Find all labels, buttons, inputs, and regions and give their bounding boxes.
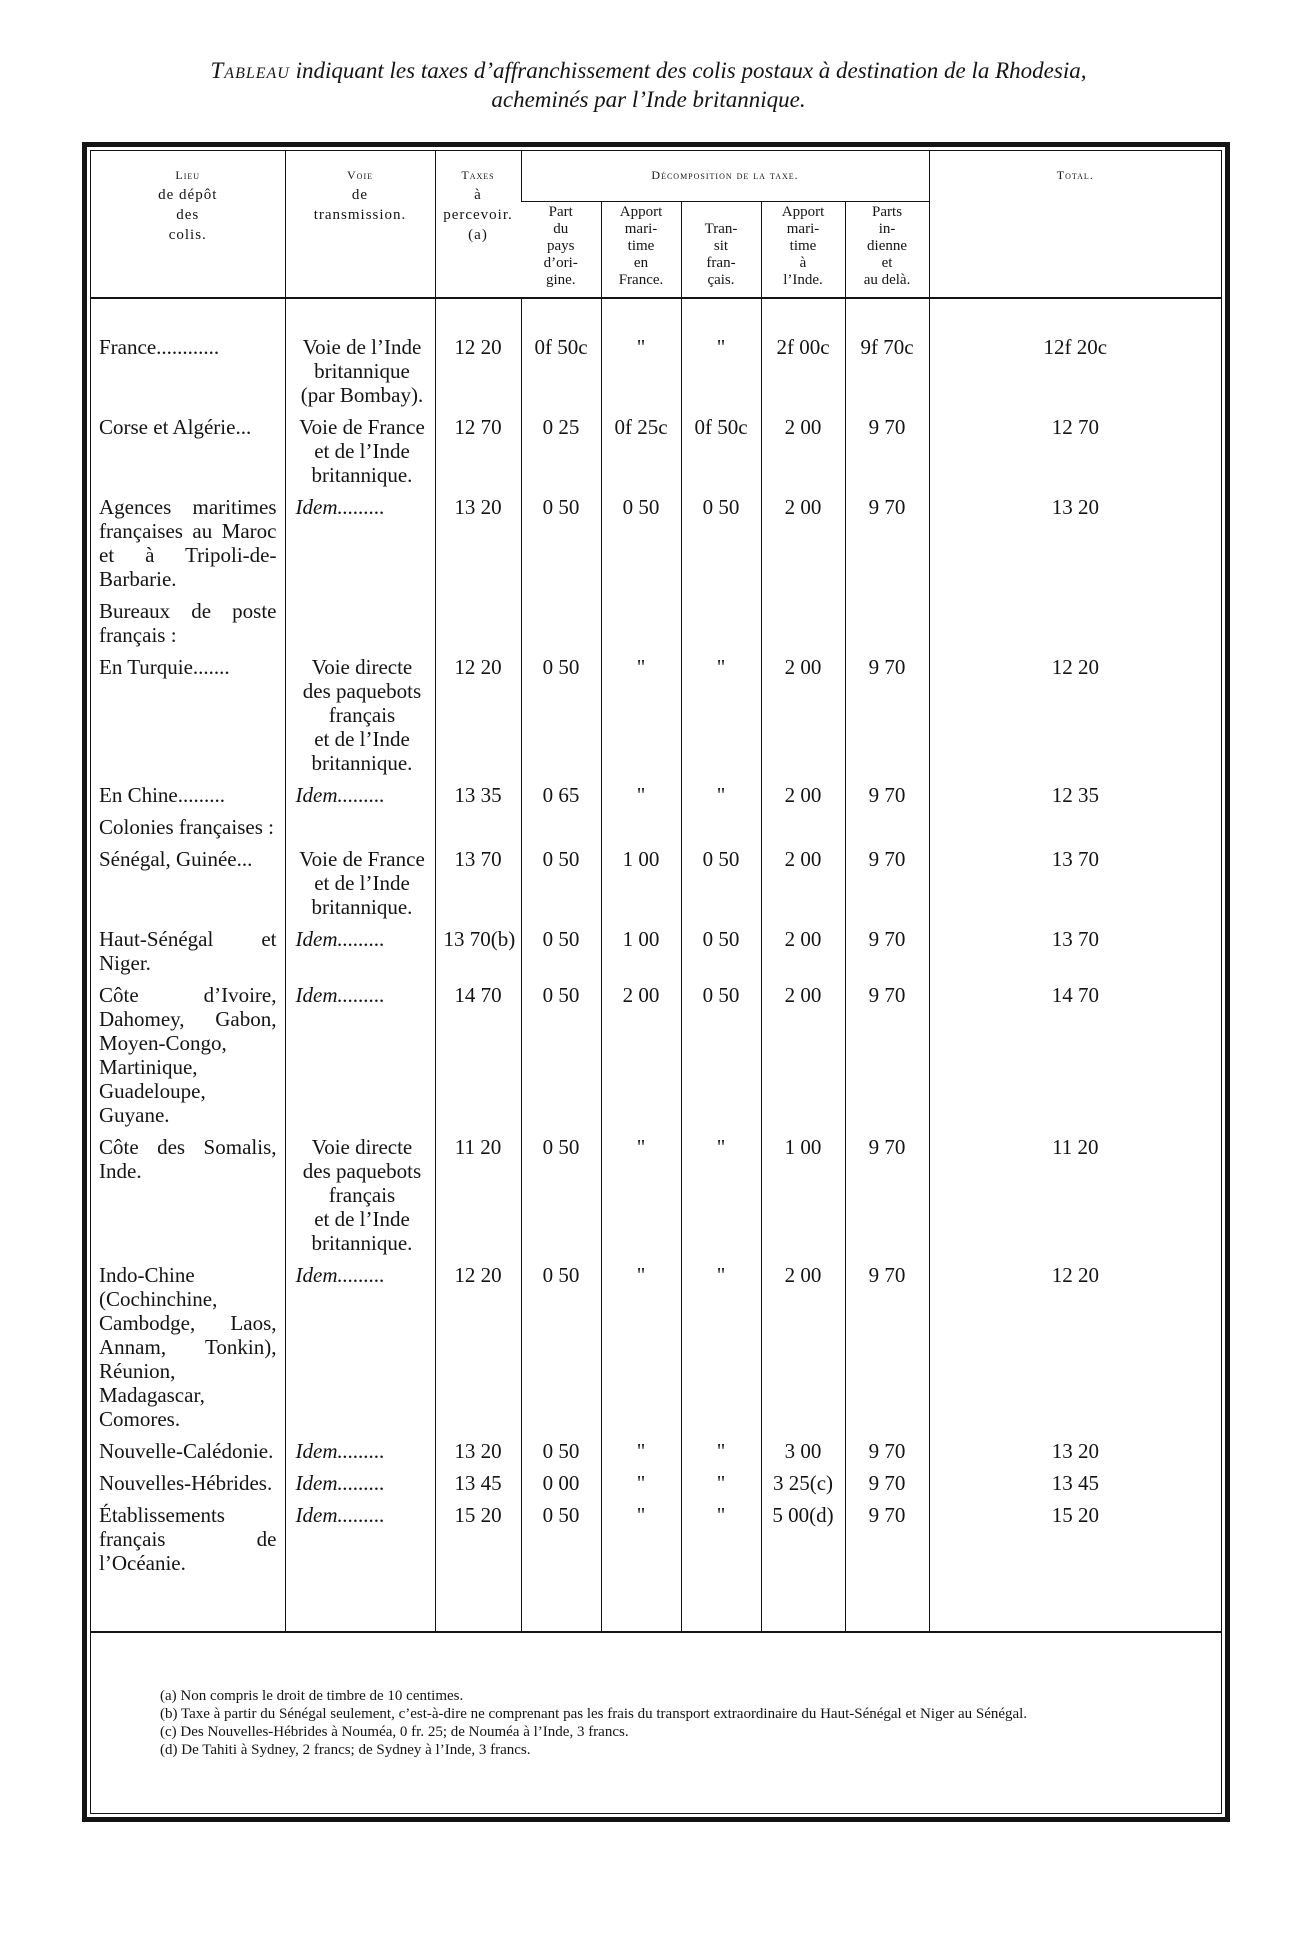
spacer-cell — [929, 1579, 1221, 1631]
cell-apport-france: 1 00 — [601, 923, 681, 979]
cell-apport-inde: 2 00 — [761, 411, 845, 491]
cell-taxes: 13 70 — [435, 843, 521, 923]
cell-lieu: Nouvelles-Hébrides. — [99, 1471, 273, 1495]
cell-apport-inde: 2f 00c — [761, 298, 845, 411]
cell-apport-inde: 1 00 — [761, 1131, 845, 1259]
voie-line: (par Bombay). — [300, 383, 424, 407]
cell-voie — [285, 923, 435, 979]
cell-total: 13 20 — [929, 1435, 1221, 1467]
cell-taxes — [435, 595, 521, 651]
cell-taxes: 13 70(b) — [435, 923, 521, 979]
cell-apport-france: " — [601, 1435, 681, 1467]
cell-transit: " — [681, 1259, 761, 1435]
table-row — [91, 1435, 1221, 1467]
header-apport-inde: Apport mari- time à l’Inde. — [761, 202, 845, 299]
cell-total: 13 70 — [929, 923, 1221, 979]
cell-part-pays: 0 50 — [521, 1499, 601, 1579]
cell-total: 12f 20c — [929, 298, 1221, 411]
cell-part-pays — [521, 811, 601, 843]
cell-transit: " — [681, 298, 761, 411]
cell-parts-indienne: 9f 70c — [845, 298, 929, 411]
cell-voie — [285, 979, 435, 1131]
cell-apport-inde: 2 00 — [761, 843, 845, 923]
cell-taxes: 14 70 — [435, 979, 521, 1131]
voie-line: Idem......... — [295, 1263, 385, 1287]
cell-total: 12 20 — [929, 1259, 1221, 1435]
header-decomposition: Décomposition de la taxe. — [521, 151, 929, 202]
cell-taxes: 13 20 — [435, 1435, 521, 1467]
voie-line: Voie directe — [311, 655, 413, 679]
cell-taxes: 15 20 — [435, 1499, 521, 1579]
cell-parts-indienne: 9 70 — [845, 491, 929, 595]
cell-voie — [285, 1499, 435, 1579]
cell-parts-indienne: 9 70 — [845, 779, 929, 811]
spacer-cell — [761, 1579, 845, 1631]
cell-total: 15 20 — [929, 1499, 1221, 1579]
voie-line: français — [328, 1183, 396, 1207]
cell-total — [929, 595, 1221, 651]
cell-apport-france: 2 00 — [601, 979, 681, 1131]
cell-parts-indienne: 9 70 — [845, 1467, 929, 1499]
cell-apport-france: " — [601, 298, 681, 411]
cell-transit: 0 50 — [681, 491, 761, 595]
cell-taxes: 12 20 — [435, 651, 521, 779]
table-row — [91, 595, 1221, 651]
cell-apport-inde: 2 00 — [761, 491, 845, 595]
voie-line: britannique. — [311, 463, 413, 487]
cell-part-pays: 0 50 — [521, 1259, 601, 1435]
header-parts-indienne: Parts in- dienne et au delà. — [845, 202, 929, 299]
cell-parts-indienne: 9 70 — [845, 843, 929, 923]
cell-part-pays: 0 50 — [521, 843, 601, 923]
cell-taxes — [435, 811, 521, 843]
cell-apport-france — [601, 811, 681, 843]
table-row — [91, 843, 1221, 923]
cell-apport-inde — [761, 595, 845, 651]
cell-total: 13 70 — [929, 843, 1221, 923]
cell-transit: " — [681, 779, 761, 811]
cell-parts-indienne: 9 70 — [845, 651, 929, 779]
page-title — [0, 56, 1297, 114]
cell-total: 13 20 — [929, 491, 1221, 595]
cell-apport-inde: 2 00 — [761, 779, 845, 811]
header-total: Total. — [929, 151, 1221, 298]
cell-parts-indienne: 9 70 — [845, 411, 929, 491]
cell-voie — [285, 1467, 435, 1499]
header-part-pays: Part du pays d’ori- gine. — [543, 204, 578, 288]
cell-total: 12 35 — [929, 779, 1221, 811]
cell-voie — [285, 298, 435, 411]
table-row — [91, 811, 1221, 843]
cell-lieu: En Chine......... — [99, 783, 225, 807]
cell-voie — [285, 595, 435, 651]
cell-taxes: 13 45 — [435, 1467, 521, 1499]
cell-lieu: En Turquie....... — [99, 655, 230, 679]
spacer-cell — [91, 1579, 285, 1631]
table-row — [91, 979, 1221, 1131]
voie-line: britannique. — [311, 751, 413, 775]
cell-apport-inde: 2 00 — [761, 651, 845, 779]
cell-lieu: Haut-Sénégal et Niger. — [99, 927, 277, 975]
cell-voie — [285, 1259, 435, 1435]
cell-part-pays: 0 50 — [521, 1131, 601, 1259]
voie-line: Voie de l’Inde — [302, 335, 422, 359]
cell-total: 12 20 — [929, 651, 1221, 779]
cell-total: 13 45 — [929, 1467, 1221, 1499]
table-row — [91, 298, 1221, 411]
cell-parts-indienne: 9 70 — [845, 923, 929, 979]
table-row — [91, 779, 1221, 811]
cell-lieu: Nouvelle-Calédonie. — [99, 1439, 274, 1463]
footnote-a: (a) Non compris le droit de timbre de 10 centimes. — [160, 1688, 464, 1704]
cell-apport-inde: 2 00 — [761, 923, 845, 979]
cell-taxes: 13 35 — [435, 779, 521, 811]
table-row — [91, 411, 1221, 491]
cell-lieu: Côte d’Ivoire, Dahomey, Gabon, Moyen-Congo, Martinique, Guadeloupe, Guyane. — [99, 983, 277, 1127]
voie-line: Idem......... — [295, 983, 385, 1007]
cell-transit: 0 50 — [681, 923, 761, 979]
voie-line: Idem......... — [295, 1439, 385, 1463]
cell-apport-france: " — [601, 1467, 681, 1499]
cell-transit: 0 50 — [681, 979, 761, 1131]
cell-apport-france: " — [601, 651, 681, 779]
table-body — [91, 298, 1221, 1632]
cell-part-pays: 0 50 — [521, 923, 601, 979]
cell-transit: " — [681, 1435, 761, 1467]
cell-transit: 0f 50c — [681, 411, 761, 491]
cell-apport-france: " — [601, 1131, 681, 1259]
cell-lieu: Indo-Chine (Cochinchine, Cambodge, Laos, Annam, Tonkin), Réunion, Madagascar, Comores. — [99, 1263, 277, 1431]
cell-part-pays: 0 65 — [521, 779, 601, 811]
cell-voie — [285, 1435, 435, 1467]
voie-line: et de l’Inde — [314, 439, 410, 463]
cell-parts-indienne — [845, 595, 929, 651]
table-row — [91, 651, 1221, 779]
cell-parts-indienne: 9 70 — [845, 1499, 929, 1579]
voie-line: Voie de France — [299, 415, 425, 439]
cell-lieu: Corse et Algérie... — [99, 415, 252, 439]
cell-lieu: France............ — [99, 335, 220, 359]
cell-parts-indienne: 9 70 — [845, 979, 929, 1131]
cell-lieu: Colonies françaises : — [99, 815, 274, 839]
footnotes — [160, 1687, 1200, 1759]
title-line1: indiquant les taxes d’affranchissement des colis postaux à destination de la Rhodesia, — [295, 58, 1087, 83]
cell-transit — [681, 811, 761, 843]
cell-apport-france: " — [601, 779, 681, 811]
header-lieu: Lieu de dépôt des colis. — [91, 151, 285, 298]
voie-line: et de l’Inde — [314, 727, 410, 751]
cell-lieu: Bureaux de poste français : — [99, 599, 277, 647]
cell-apport-inde: 2 00 — [761, 1259, 845, 1435]
header-taxes: Taxes à percevoir. (a) — [435, 151, 521, 298]
cell-taxes: 11 20 — [435, 1131, 521, 1259]
cell-voie — [285, 1131, 435, 1259]
cell-apport-france: 0 50 — [601, 491, 681, 595]
cell-part-pays: 0 50 — [521, 979, 601, 1131]
postal-rates-table — [91, 151, 1221, 1633]
voie-line: Voie de France — [299, 847, 425, 871]
spacer-cell — [285, 1579, 435, 1631]
cell-voie — [285, 411, 435, 491]
spacer-cell — [521, 1579, 601, 1631]
cell-part-pays: 0 50 — [521, 491, 601, 595]
voie-line: et de l’Inde — [314, 871, 410, 895]
cell-taxes: 12 20 — [435, 298, 521, 411]
cell-voie — [285, 491, 435, 595]
cell-apport-inde: 5 00(d) — [761, 1499, 845, 1579]
cell-apport-france: 0f 25c — [601, 411, 681, 491]
cell-voie — [285, 811, 435, 843]
spacer-cell — [845, 1579, 929, 1631]
cell-voie — [285, 779, 435, 811]
table-row — [91, 923, 1221, 979]
header-transit: Tran- sit fran- çais. — [681, 202, 761, 299]
voie-line: Voie directe — [311, 1135, 413, 1159]
table-row — [91, 1259, 1221, 1435]
cell-taxes: 13 20 — [435, 491, 521, 595]
cell-total — [929, 811, 1221, 843]
voie-line: des paquebots — [302, 679, 422, 703]
cell-apport-inde: 3 00 — [761, 1435, 845, 1467]
voie-line: des paquebots — [302, 1159, 422, 1183]
table-header — [91, 151, 1221, 298]
table-row — [91, 1499, 1221, 1579]
spacer-cell — [681, 1579, 761, 1631]
cell-apport-inde — [761, 811, 845, 843]
cell-taxes: 12 70 — [435, 411, 521, 491]
voie-line: Idem......... — [295, 1471, 385, 1495]
voie-line: français — [328, 703, 396, 727]
footnote-d: (d) De Tahiti à Sydney, 2 francs; de Sydney à l’Inde, 3 francs. — [160, 1742, 531, 1758]
voie-line: britannique — [314, 359, 410, 383]
cell-lieu: Côte des Somalis, Inde. — [99, 1135, 277, 1183]
cell-apport-inde: 2 00 — [761, 979, 845, 1131]
voie-line: britannique. — [311, 895, 413, 919]
cell-apport-inde: 3 25(c) — [761, 1467, 845, 1499]
cell-total: 11 20 — [929, 1131, 1221, 1259]
table-spacer-row — [91, 1579, 1221, 1631]
cell-voie — [285, 843, 435, 923]
cell-total: 12 70 — [929, 411, 1221, 491]
cell-transit: 0 50 — [681, 843, 761, 923]
cell-parts-indienne: 9 70 — [845, 1435, 929, 1467]
spacer-cell — [435, 1579, 521, 1631]
cell-part-pays: 0 00 — [521, 1467, 601, 1499]
voie-line: Idem......... — [295, 783, 385, 807]
cell-part-pays: 0 50 — [521, 651, 601, 779]
table-row — [91, 1467, 1221, 1499]
title-lead: Tableau — [210, 58, 290, 83]
footnote-b: (b) Taxe à partir du Sénégal seulement, c’est-à-dire ne comprenant pas les frais du transport extraordinaire du Haut-Sénégal et Niger au Sénégal. — [160, 1706, 1028, 1722]
voie-line: Idem......... — [295, 495, 385, 519]
voie-line: Idem......... — [295, 927, 385, 951]
cell-apport-france — [601, 595, 681, 651]
cell-apport-france: 1 00 — [601, 843, 681, 923]
voie-line: et de l’Inde — [314, 1207, 410, 1231]
cell-apport-france: " — [601, 1259, 681, 1435]
cell-parts-indienne: 9 70 — [845, 1131, 929, 1259]
table-bottom-rule — [91, 1631, 1221, 1632]
cell-part-pays: 0 50 — [521, 1435, 601, 1467]
cell-lieu: Agences maritimes françaises au Maroc et à Tripoli-de-Barbarie. — [99, 495, 277, 591]
cell-transit: " — [681, 1467, 761, 1499]
cell-part-pays: 0 25 — [521, 411, 601, 491]
cell-parts-indienne — [845, 811, 929, 843]
cell-transit — [681, 595, 761, 651]
table-row — [91, 1131, 1221, 1259]
table-row — [91, 491, 1221, 595]
footnote-c: (c) Des Nouvelles-Hébrides à Nouméa, 0 fr. 25; de Nouméa à l’Inde, 3 francs. — [160, 1724, 629, 1740]
cell-voie — [285, 651, 435, 779]
cell-taxes: 12 20 — [435, 1259, 521, 1435]
header-apport-france: Apport mari- time en France. — [601, 202, 681, 299]
title-line2: acheminés par l’Inde britannique. — [491, 87, 806, 112]
cell-transit: " — [681, 1499, 761, 1579]
cell-lieu: Établissements français de l’Océanie. — [99, 1503, 277, 1575]
header-voie: Voie de transmission. — [285, 151, 435, 298]
cell-lieu: Sénégal, Guinée... — [99, 847, 253, 871]
voie-line: britannique. — [311, 1231, 413, 1255]
cell-transit: " — [681, 651, 761, 779]
cell-total: 14 70 — [929, 979, 1221, 1131]
cell-part-pays: 0f 50c — [521, 298, 601, 411]
cell-transit: " — [681, 1131, 761, 1259]
cell-part-pays — [521, 595, 601, 651]
spacer-cell — [601, 1579, 681, 1631]
rule-cell — [91, 1631, 1221, 1632]
cell-apport-france: " — [601, 1499, 681, 1579]
cell-parts-indienne: 9 70 — [845, 1259, 929, 1435]
voie-line: Idem......... — [295, 1503, 385, 1527]
